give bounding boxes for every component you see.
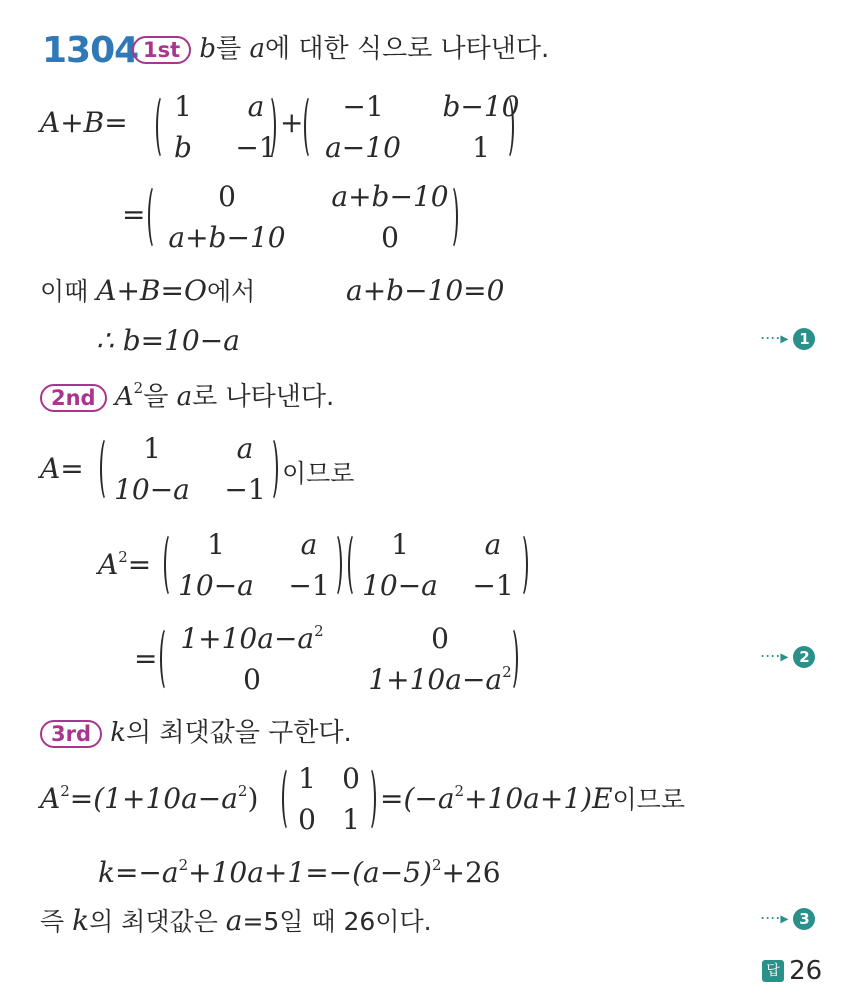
matrix-6 [360, 528, 518, 602]
equals-sign: = [134, 642, 158, 675]
cell: a [300, 528, 318, 561]
sup: 2 [178, 856, 189, 874]
step-1-badge: 1st [132, 36, 191, 64]
arrow: ····▸ [760, 646, 789, 666]
cell: a+b−10 [331, 180, 449, 213]
cell: b−10 [442, 90, 520, 123]
cell-text: 1+10a−a [180, 622, 315, 655]
cell: 1 [472, 131, 490, 164]
eq5-lhs: A= [40, 452, 84, 485]
cell: 1 [391, 528, 409, 561]
paren-left [148, 184, 162, 250]
cell: 0 [243, 663, 261, 696]
step-1-heading [132, 32, 549, 66]
eq3-rhs: a+b−10=0 [346, 274, 505, 307]
math: +10a+1=−(a−5) [188, 856, 432, 889]
sup: 2 [314, 622, 324, 640]
math: k [72, 904, 90, 937]
var-a: a [176, 382, 193, 412]
sup: 2 [237, 782, 248, 800]
cell [172, 622, 332, 655]
math: k=−a [98, 856, 179, 889]
step-2-badge: 2nd [40, 384, 107, 412]
math: A+B=O [96, 274, 207, 307]
cell: −1 [235, 131, 277, 164]
text: 에서 [206, 277, 256, 306]
arrow: ····▸ [760, 908, 789, 928]
eq: = [127, 548, 152, 581]
cell: a−10 [325, 131, 401, 164]
text: 을 [143, 382, 177, 412]
step-1-text: 를 [216, 34, 250, 64]
eq4-line: ∴ b=10−a [96, 324, 240, 357]
sup: 2 [133, 379, 144, 397]
math: a [225, 904, 243, 937]
math: =(1+10a−a [69, 782, 238, 815]
cell: −1 [288, 569, 330, 602]
sup: 2 [431, 856, 442, 874]
math: +26 [441, 856, 501, 889]
cell: 0 [218, 180, 236, 213]
sup: 2 [118, 548, 128, 566]
matrix-8 [294, 762, 364, 836]
text: 이때 [40, 277, 97, 306]
eq10-line [40, 904, 432, 939]
equals-sign: = [122, 198, 146, 231]
paren-right [514, 532, 528, 598]
marker-1 [760, 328, 815, 350]
eq5-post: 이므로 [282, 459, 355, 488]
paren-right [362, 766, 376, 832]
eq1-lhs: A+B= [40, 106, 128, 139]
marker-2 [760, 646, 815, 668]
cell: 1 [207, 528, 225, 561]
cell: 10−a [178, 569, 254, 602]
answer-icon: 답 [762, 960, 784, 982]
cell: b [174, 131, 192, 164]
math: ) [247, 782, 259, 815]
paren-right [264, 436, 278, 502]
var-k: k [110, 718, 127, 748]
cell: 0 [381, 221, 399, 254]
number-circle: 1 [793, 328, 815, 350]
cell: a [247, 90, 265, 123]
step-2-heading [40, 380, 334, 414]
sup: 2 [60, 782, 70, 800]
step-3-badge: 3rd [40, 720, 102, 748]
answer [762, 956, 822, 986]
cell [360, 663, 520, 696]
plus-sign: + [280, 106, 304, 139]
math: A [98, 548, 119, 581]
eq3-line [40, 274, 255, 309]
paren-right [444, 184, 458, 250]
text: =5일 때 26이다. [242, 907, 432, 936]
step-1-text-2: 에 대한 식으로 나타낸다. [264, 34, 550, 64]
cell: a [484, 528, 502, 561]
matrix-5 [176, 528, 334, 602]
paren-right [500, 94, 514, 160]
answer-value: 26 [789, 956, 823, 986]
cell: 1 [174, 90, 192, 123]
matrix-2 [318, 90, 526, 164]
cell: 10−a [114, 473, 190, 506]
matrix-3 [162, 180, 460, 254]
eq9-line [98, 856, 501, 890]
cell: −1 [472, 569, 514, 602]
matrix-4 [112, 432, 270, 506]
eq6-lhs [98, 548, 151, 582]
math: +10a+1)E [464, 782, 613, 815]
text: 의 최댓값은 [89, 907, 226, 936]
cell: −1 [342, 90, 384, 123]
text: 의 최댓값을 구한다. [126, 718, 352, 748]
step-3-heading [40, 716, 352, 750]
paren-right [262, 94, 276, 160]
problem-number: 1304 [42, 30, 139, 71]
math: =(−a [380, 782, 455, 815]
eq8-right [380, 782, 685, 817]
cell: a+b−10 [168, 221, 286, 254]
sup: 2 [454, 782, 465, 800]
cell: 1 [342, 803, 360, 836]
paren-right [504, 626, 518, 692]
cell: 1 [143, 432, 161, 465]
eq8-left [40, 782, 258, 816]
marker-3 [760, 908, 815, 930]
paren-left [304, 94, 318, 160]
cell-text: 1+10a−a [368, 663, 503, 696]
text: 이므로 [612, 785, 685, 814]
paren-right [328, 532, 342, 598]
text: 로 나타낸다. [192, 382, 335, 412]
cell: 1 [298, 762, 316, 795]
matrix-7 [172, 622, 520, 696]
number-circle: 2 [793, 646, 815, 668]
var-a: a [249, 34, 265, 64]
number-circle: 3 [793, 908, 815, 930]
cell: 0 [298, 803, 316, 836]
math: A [40, 782, 61, 815]
var-b: b [199, 34, 217, 64]
var: A [114, 382, 134, 412]
sup: 2 [502, 663, 512, 681]
cell: 0 [431, 622, 449, 655]
cell: −1 [224, 473, 266, 506]
arrow: ····▸ [760, 328, 789, 348]
text: 즉 [40, 907, 73, 936]
cell: a [236, 432, 254, 465]
cell: 10−a [362, 569, 438, 602]
cell: 0 [342, 762, 360, 795]
